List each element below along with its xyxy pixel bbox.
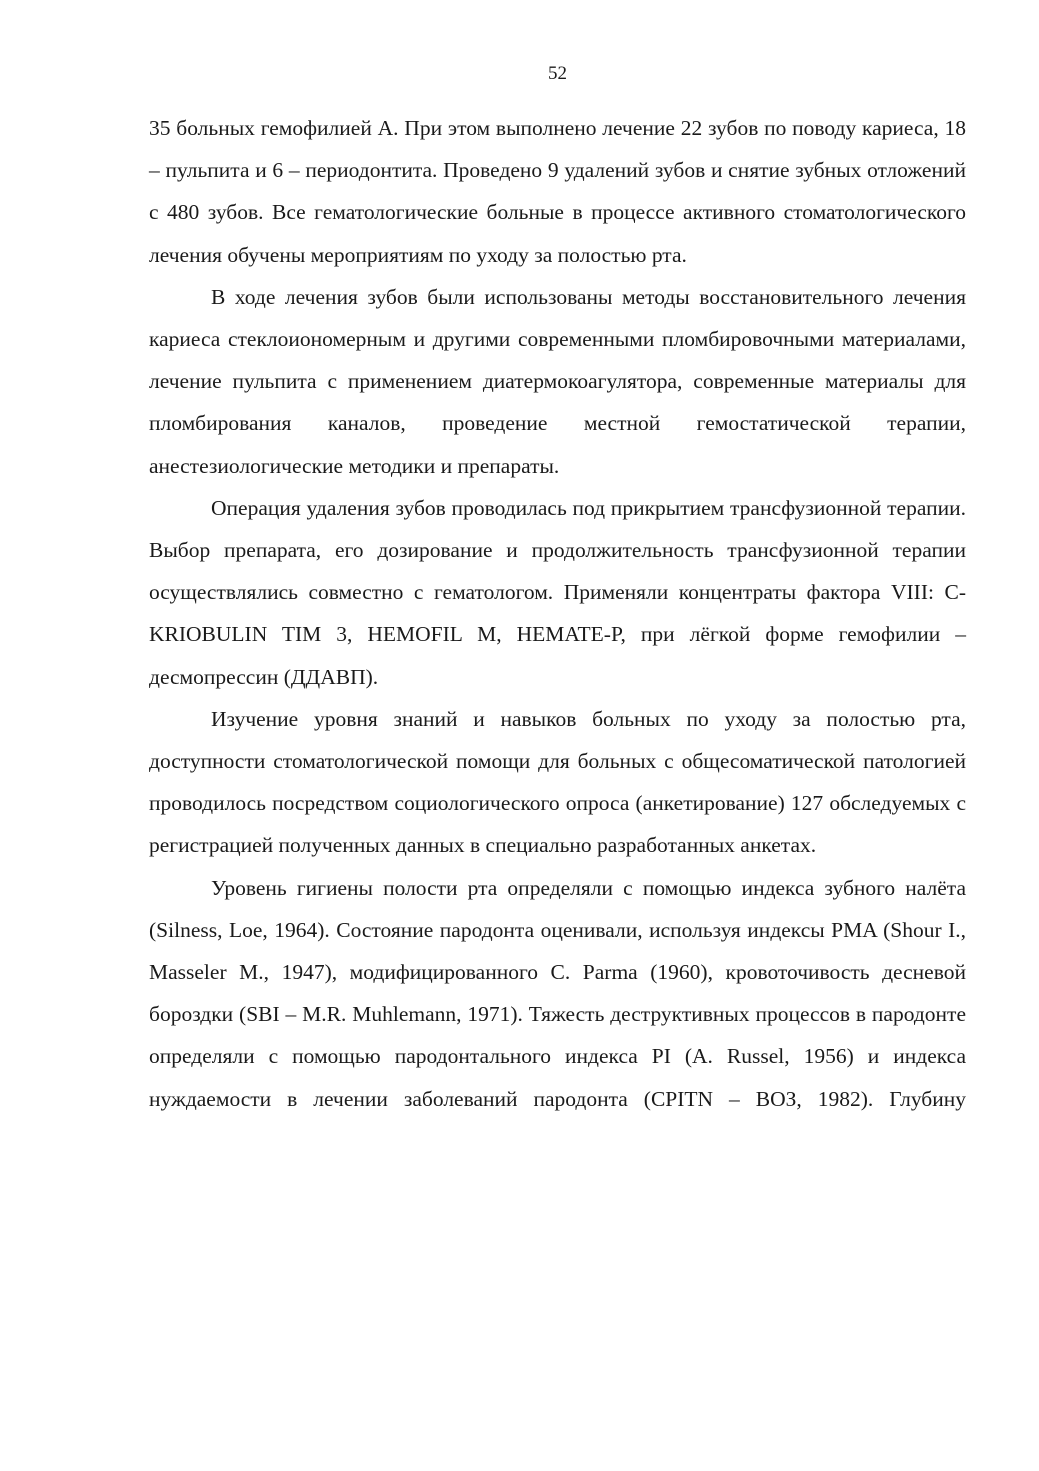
paragraph-treatment-methods: В ходе лечения зубов были использованы методы восстановительного лечения кариеса стеклоиономерным и другими современными пломбировочными материалами, лечение пульпита с применением диатермокоагулятора, современные материалы для пломбирования каналов, проведение местной гемостатической терапии, анестезиологические методики и препараты. [149,284,966,478]
paragraph-continuation: 35 больных гемофилией А. При этом выполнено лечение 22 зубов по поводу кариеса, 18 – пульпита и 6 – периодонтита. Проведено 9 удалений зубов и снятие зубных отложений с 480 зубов. Все гематологические больные в процессе активного стоматологического лечения обучены мероприятиям по уходу за полостью рта. [149,116,966,267]
paragraph-extraction: Операция удаления зубов проводилась под прикрытием трансфузионной терапии. Выбор препарата, его дозирование и продолжительность трансфузионной терапии осуществлялись совместно с гематологом. Применяли концентраты фактора VIII: C-KRIOBULIN TIM 3, HEMOFIL M, HEMATE-P, при лёгкой форме гемофилии – десмопрессин (ДДАВП). [149,495,966,689]
document-body [149,107,966,1120]
paragraph-survey: Изучение уровня знаний и навыков больных по уходу за полостью рта, доступности стоматологической помощи для больных с общесоматической патологией проводилось посредством социологического опроса (анкетирование) 127 обследуемых с регистрацией полученных данных в специально разработанных анкетах. [149,706,966,858]
paragraph-hygiene-indices: Уровень гигиены полости рта определяли с помощью индекса зубного налёта (Silness, Loe, 1964). Состояние пародонта оценивали, используя индексы PMA (Shour I., Masseler M., 1947), модифицированного C. Parma (1960), кровоточивость десневой бороздки (SBI – M.R. Muhlemann, 1971). Тяжесть деструктивных процессов в пародонте определяли с помощью пародонтального индекса PI (A. Russel, 1956) и индекса нуждаемости в лечении заболеваний пародонта (CPITN – ВОЗ, 1982). Глубину [149,875,966,1111]
page-number: 52 [548,63,567,84]
